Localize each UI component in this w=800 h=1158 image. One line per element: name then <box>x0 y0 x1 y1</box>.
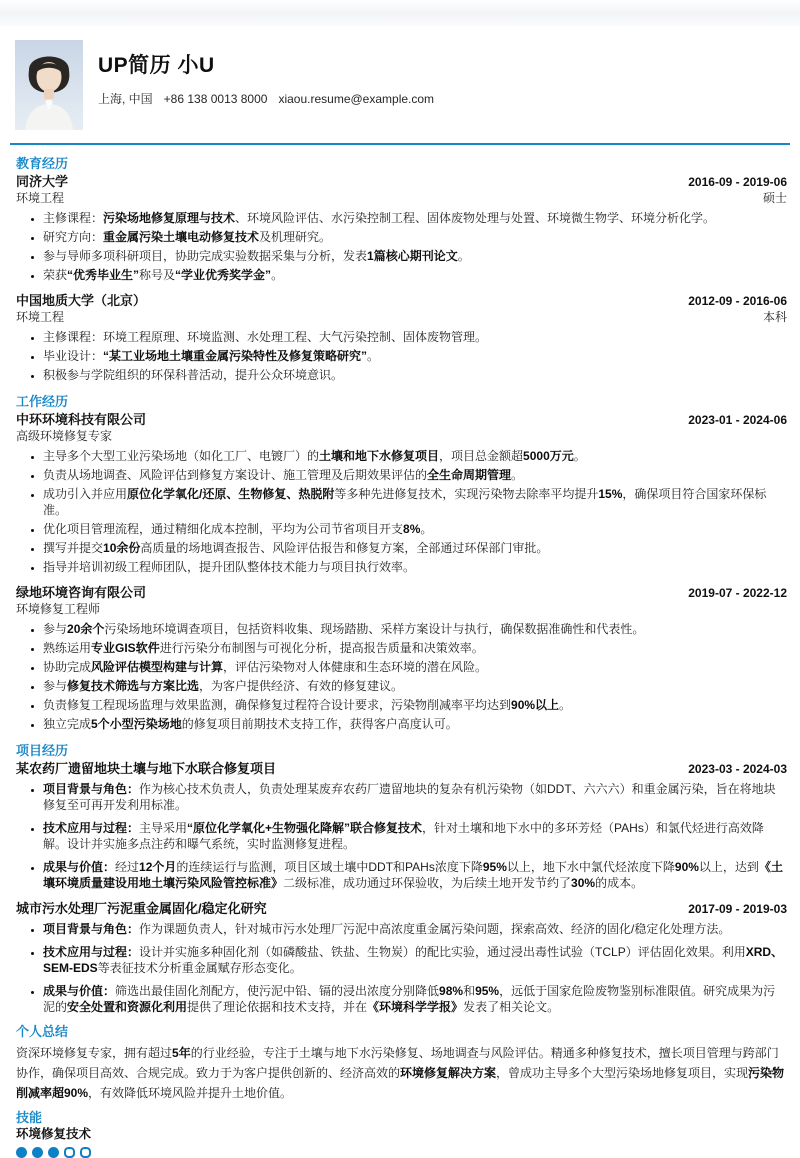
bullet-item: • 成果与价值：经过12个月的连续运行与监测，项目区域土壤中DDT和PAHs浓度下降95%以上，地下水中氯代烃浓度下降90%以上，达到《土壤环境质量建设用地土壤污染风险管控标准》二级标准，成功通过环保验收，为后续土地开发节约了30%的成本。 <box>43 859 787 891</box>
bullet-item: • 独立完成5个小型污染场地的修复项目前期技术支持工作，获得客户高度认可。 <box>43 716 787 732</box>
skill-name: 环境修复技术 <box>16 1127 92 1141</box>
rating-dot-filled <box>48 1147 59 1158</box>
section-title: 工作经历 <box>16 394 69 409</box>
entry-subheader-row <box>16 429 787 444</box>
bullet-item: • 技术应用与过程：设计并实施多种固化剂（如磷酸盐、铁盐、生物炭）的配比实验，通过浸出毒性试验（TCLP）评估固化效果。利用XRD、SEM-EDS等表征技术分析重金属赋存形态变化。 <box>43 944 787 976</box>
emphasis-text: 98% <box>439 984 464 998</box>
work-entry <box>16 412 787 575</box>
major-name: 环境工程 <box>16 310 65 324</box>
entry-header-row <box>16 174 787 190</box>
date-range: 2023-01 - 2024-06 <box>688 413 787 427</box>
school-name: 中国地质大学（北京） <box>16 293 147 308</box>
entry-subheader-row <box>16 191 787 206</box>
entry-header-row <box>16 412 787 428</box>
emphasis-text: 95% <box>475 984 500 998</box>
skill-rating <box>16 1147 787 1158</box>
company-name: 绿地环境咨询有限公司 <box>16 585 147 600</box>
emphasis-text: 原位化学氧化/还原、生物修复、热脱附 <box>127 487 335 501</box>
emphasis-text: 技术应用与过程： <box>43 821 140 835</box>
bullet-item: • 项目背景与角色：作为课题负责人，针对城市污水处理厂污泥中高浓度重金属污染问题，探索高效、经济的固化/稳定化处理方法。 <box>43 921 787 937</box>
emphasis-text: 项目背景与角色： <box>43 922 140 936</box>
emphasis-text: 5年 <box>172 1046 191 1060</box>
degree-label: 硕士 <box>762 191 787 205</box>
date-range: 2016-09 - 2019-06 <box>688 175 787 189</box>
entry-header-row <box>16 761 787 777</box>
emphasis-text: 重金属污染土壤电动修复技术 <box>103 230 260 244</box>
major-name: 环境工程 <box>16 191 65 205</box>
education-entry <box>16 293 787 383</box>
entry-subheader-row <box>16 602 787 617</box>
emphasis-text: 20余个 <box>67 622 105 636</box>
section-skills <box>16 1109 787 1158</box>
bullet-item: • 荣获“优秀毕业生”称号及“学业优秀奖学金”。 <box>43 267 787 283</box>
bullet-list <box>16 448 787 575</box>
emphasis-text: 90%以上 <box>511 698 560 712</box>
work-entry <box>16 585 787 732</box>
resume-body <box>0 155 800 1158</box>
emphasis-text: 15% <box>598 487 623 501</box>
rating-dot-filled <box>32 1147 43 1158</box>
bullet-item: • 熟练运用专业GIS软件进行污染分布制图与可视化分析，提高报告质量和决策效率。 <box>43 640 787 656</box>
degree-label: 本科 <box>762 310 787 324</box>
emphasis-text: 环境修复解决方案 <box>400 1066 497 1080</box>
bullet-item: • 负责修复工程现场监理与效果监测，确保修复过程符合设计要求，污染物削减率平均达到90%以上。 <box>43 697 787 713</box>
emphasis-text: “原位化学氧化+生物强化降解”联合修复技术 <box>187 821 423 835</box>
project-entry <box>16 901 787 1015</box>
section-education <box>16 155 787 383</box>
job-title: 环境修复工程师 <box>16 602 101 616</box>
emphasis-text: 污染物削减率超90% <box>16 1066 785 1100</box>
bullet-item: • 优化项目管理流程，通过精细化成本控制，平均为公司节省项目开支8%。 <box>43 521 787 537</box>
entry-header-row <box>16 901 787 917</box>
bullet-item: • 参与导师多项科研项目，协助完成实验数据采集与分析，发表1篇核心期刊论文。 <box>43 248 787 264</box>
top-gradient-bar <box>0 0 800 26</box>
emphasis-text: XRD、SEM-EDS <box>43 945 784 975</box>
education-entry <box>16 174 787 283</box>
emphasis-text: 项目背景与角色： <box>43 782 140 796</box>
emphasis-text: 安全处置和资源化利用 <box>67 1000 188 1014</box>
date-range: 2012-09 - 2016-06 <box>688 294 787 308</box>
emphasis-text: 90% <box>674 860 699 874</box>
company-name: 中环环境科技有限公司 <box>16 412 147 427</box>
bullet-item: • 成功引入并应用原位化学氧化/还原、生物修复、热脱附等多种先进修复技术，实现污染物去除率平均提升15%，确保项目符合国家环保标准。 <box>43 486 787 518</box>
bullet-list <box>16 621 787 732</box>
section-title: 技能 <box>16 1110 43 1125</box>
emphasis-text: 全生命周期管理 <box>427 468 512 482</box>
emphasis-text: 成果与价值： <box>43 860 116 874</box>
summary-paragraph: 资深环境修复专家，拥有超过5年的行业经验，专注于土壤与地下水污染修复、场地调查与风险评估。精通多种修复技术，擅长项目管理与跨部门协作，确保项目高效、合规完成。致力于为客户提供创新的、经济高效的环境修复解决方案，曾成功主导多个大型污染场地修复项目，实现污染物削减率超90%，有效降低环境风险并提升土地价值。 <box>16 1046 785 1100</box>
emphasis-text: 5000万元 <box>523 449 574 463</box>
bullet-list <box>16 781 787 891</box>
date-range: 2019-07 - 2022-12 <box>688 586 787 600</box>
emphasis-text: 1篇核心期刊论文 <box>367 249 458 263</box>
emphasis-text: 专业GIS软件 <box>91 641 160 655</box>
profile-photo <box>15 40 83 130</box>
bullet-item: • 参与20余个污染场地环境调查项目，包括资料收集、现场踏勘、采样方案设计与执行，确保数据准确性和代表性。 <box>43 621 787 637</box>
bullet-item: • 毕业设计：“某工业场地土壤重金属污染特性及修复策略研究”。 <box>43 348 787 364</box>
bullet-item: • 主修课程：环境工程原理、环境监测、水处理工程、大气污染控制、固体废物管理。 <box>43 329 787 345</box>
bullet-item: • 负责从场地调查、风险评估到修复方案设计、施工管理及后期效果评估的全生命周期管理。 <box>43 467 787 483</box>
header-text-block <box>83 40 445 130</box>
contact-line <box>98 90 445 107</box>
bullet-item: • 参与修复技术筛选与方案比选，为客户提供经济、有效的修复建议。 <box>43 678 787 694</box>
email-text: xiaou.resume@example.com <box>278 92 435 106</box>
section-work <box>16 393 787 732</box>
profile-photo-graphic <box>15 40 83 130</box>
emphasis-text: “学业优秀奖学金” <box>175 268 272 282</box>
rating-dot-filled <box>16 1147 27 1158</box>
bullet-list <box>16 921 787 1015</box>
school-name: 同济大学 <box>16 174 69 189</box>
section-summary <box>16 1023 787 1103</box>
date-range: 2023-03 - 2024-03 <box>688 762 787 776</box>
section-title: 教育经历 <box>16 156 69 171</box>
location-text: 上海, 中国 <box>98 92 153 106</box>
emphasis-text: 10余份 <box>103 541 141 555</box>
date-range: 2017-09 - 2019-03 <box>688 902 787 916</box>
project-name: 城市污水处理厂污泥重金属固化/稳定化研究 <box>16 901 267 916</box>
emphasis-text: 污染场地修复原理与技术 <box>103 211 236 225</box>
emphasis-text: 《环境科学学报》 <box>367 1000 464 1014</box>
emphasis-text: 95% <box>482 860 507 874</box>
emphasis-text: 30% <box>571 876 596 890</box>
project-name: 某农药厂遗留地块土壤与地下水联合修复项目 <box>16 761 277 776</box>
rating-dot-empty <box>80 1147 91 1158</box>
bullet-item: • 撰写并提交10余份高质量的场地调查报告、风险评估报告和修复方案，全部通过环保部门审批。 <box>43 540 787 556</box>
project-entry <box>16 761 787 891</box>
candidate-name: UP简历 小U <box>98 54 215 77</box>
header-divider <box>10 143 790 145</box>
bullet-item: • 成果与价值：筛选出最佳固化剂配方，使污泥中铅、镉的浸出浓度分别降低98%和95%，远低于国家危险废物鉴别标准限值。研究成果为污泥的安全处置和资源化利用提供了理论依据和技术支持，并在《环境科学学报》发表了相关论文。 <box>43 983 787 1015</box>
bullet-item: • 积极参与学院组织的环保科普活动，提升公众环境意识。 <box>43 367 787 383</box>
emphasis-text: 技术应用与过程： <box>43 945 140 959</box>
bullet-item: • 主导多个大型工业污染场地（如化工厂、电镀厂）的土壤和地下水修复项目，项目总金额超5000万元。 <box>43 448 787 464</box>
entry-header-row <box>16 293 787 309</box>
bullet-item: • 协助完成风险评估模型构建与计算，评估污染物对人体健康和生态环境的潜在风险。 <box>43 659 787 675</box>
emphasis-text: 风险评估模型构建与计算 <box>91 660 224 674</box>
emphasis-text: 土壤和地下水修复项目 <box>319 449 440 463</box>
phone-text: +86 138 0013 8000 <box>163 92 268 106</box>
bullet-list <box>16 329 787 383</box>
bullet-item: • 项目背景与角色：作为核心技术负责人，负责处理某废弃农药厂遗留地块的复杂有机污染物（如DDT、六六六）和重金属污染，旨在将地块修复至可再开发利用标准。 <box>43 781 787 813</box>
bullet-item: • 技术应用与过程：主导采用“原位化学氧化+生物强化降解”联合修复技术，针对土壤和地下水中的多环芳烃（PAHs）和氯代烃进行高效降解。设计并实施多点注药和曝气系统，实时监测修复进程。 <box>43 820 787 852</box>
entry-subheader-row <box>16 310 787 325</box>
bullet-list <box>16 210 787 283</box>
emphasis-text: 5个小型污染场地 <box>91 717 182 731</box>
emphasis-text: “某工业场地土壤重金属污染特性及修复策略研究” <box>103 349 368 363</box>
emphasis-text: “优秀毕业生” <box>67 268 140 282</box>
bullet-item: • 研究方向：重金属污染土壤电动修复技术及机理研究。 <box>43 229 787 245</box>
emphasis-text: 8% <box>403 522 421 536</box>
section-title: 个人总结 <box>16 1024 69 1039</box>
job-title: 高级环境修复专家 <box>16 429 113 443</box>
section-title: 项目经历 <box>16 743 69 758</box>
section-projects <box>16 742 787 1015</box>
emphasis-text: 修复技术筛选与方案比选 <box>67 679 200 693</box>
emphasis-text: 成果与价值： <box>43 984 116 998</box>
emphasis-text: 12个月 <box>139 860 177 874</box>
resume-header <box>0 26 800 130</box>
bullet-item: • 主修课程：污染场地修复原理与技术、环境风险评估、水污染控制工程、固体废物处理与处置、环境微生物学、环境分析化学。 <box>43 210 787 226</box>
rating-dot-empty <box>64 1147 75 1158</box>
entry-header-row <box>16 585 787 601</box>
emphasis-text: 《土壤环境质量建设用地土壤污染风险管控标准》 <box>43 860 783 890</box>
bullet-item: • 指导并培训初级工程师团队，提升团队整体技术能力与项目执行效率。 <box>43 559 787 575</box>
